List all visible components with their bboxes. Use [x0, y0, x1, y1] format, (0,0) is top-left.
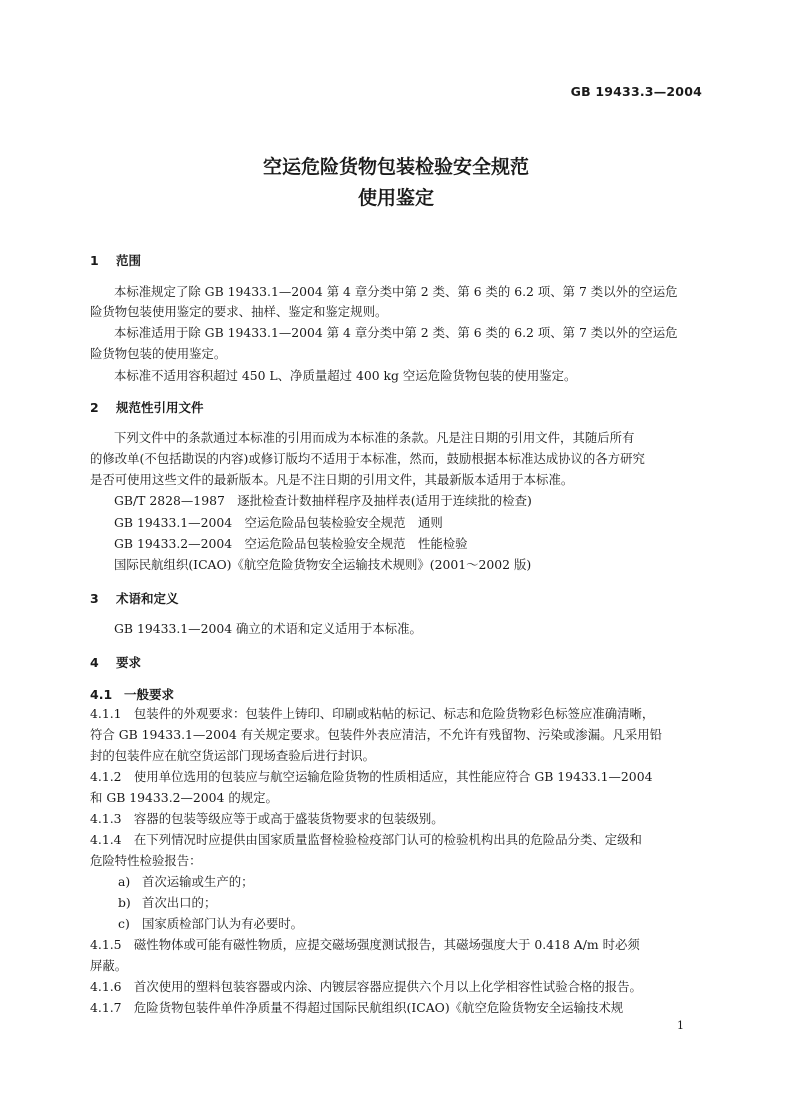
reference-item: 国际民航组织(ICAO)《航空危险货物安全运输技术规则》(2001～2002 版) [114, 557, 532, 572]
paragraph-line: 本标准适用于除 GB 19433.1—2004 第 4 章分类中第 2 类、第 6 类的 6.2 项、第 7 类以外的空运危 [114, 325, 678, 340]
section-title: 一般要求 [124, 687, 175, 702]
list-text: 首次出口的； [142, 895, 217, 910]
reference-item: GB 19433.2—2004 空运危险品包装检验安全规范 性能检验 [114, 536, 468, 551]
section-number: 4 [90, 655, 99, 670]
clause-line: 危险特性检验报告： [90, 853, 202, 868]
paragraph-line: 是否可使用这些文件的最新版本。凡是不注日期的引用文件，其最新版本适用于本标准。 [90, 472, 574, 487]
list-item [118, 872, 254, 890]
section-heading-scope [90, 251, 141, 269]
list-marker: c) [118, 916, 130, 931]
list-item [118, 914, 303, 932]
clause-line: 符合 GB 19433.1—2004 有关规定要求。包装件外表应清洁，不允许有残留物、污染或渗漏。凡采用铅 [90, 727, 663, 742]
subsection-heading-general [90, 685, 174, 703]
document-subtitle: 使用鉴定 [357, 187, 434, 209]
reference-item: GB 19433.1—2004 空运危险品包装检验安全规范 通则 [114, 515, 443, 530]
document-title: 空运危险货物包装检验安全规范 [262, 156, 529, 178]
section-number: 4.1 [90, 687, 113, 702]
clause-line: 4.1.4 在下列情况时应提供由国家质量监督检验检疫部门认可的检验机构出具的危险品分类、定级和 [90, 832, 642, 847]
section-number: 1 [90, 253, 99, 268]
clause-line: 4.1.6 首次使用的塑料包装容器或内涂、内镀层容器应提供六个月以上化学相容性试验合格的报告。 [90, 979, 642, 994]
section-number: 2 [90, 400, 99, 415]
clause-line: 4.1.1 包装件的外观要求：包装件上铸印、印刷或粘帖的标记、标志和危险货物彩色标签应准确清晰， [90, 706, 655, 721]
paragraph-line: 下列文件中的条款通过本标准的引用而成为本标准的条款。凡是注日期的引用文件，其随后所有 [114, 430, 635, 445]
paragraph-line: 的修改单(不包括勘误的内容)或修订版均不适用于本标准，然而，鼓励根据本标准达成协议的各方研究 [90, 451, 645, 466]
list-item [118, 893, 216, 911]
clause-line: 4.1.2 使用单位选用的包装应与航空运输危险货物的性质相适应，其性能应符合 GB 19433.1—2004 [90, 769, 653, 784]
clause-line: 封的包装件应在航空货运部门现场查验后进行封识。 [90, 748, 375, 763]
reference-item: GB/T 2828—1987 逐批检查计数抽样程序及抽样表(适用于连续批的检查) [114, 493, 532, 508]
paragraph-line: 险货物包装使用鉴定的要求、抽样、鉴定和鉴定规则。 [90, 304, 388, 319]
list-text: 国家质检部门认为有必要时。 [142, 916, 304, 931]
clause-line: 4.1.7 危险货物包装件单件净质量不得超过国际民航组织(ICAO)《航空危险货物安全运输技术规 [90, 1000, 624, 1015]
standard-number: GB 19433.3—2004 [570, 84, 702, 99]
list-text: 首次运输或生产的； [142, 874, 254, 889]
section-heading-requirements [90, 653, 141, 671]
section-title: 术语和定义 [116, 591, 179, 606]
section-title: 规范性引用文件 [116, 400, 204, 415]
section-number: 3 [90, 591, 99, 606]
paragraph-line: 本标准规定了除 GB 19433.1—2004 第 4 章分类中第 2 类、第 6 类的 6.2 项、第 7 类以外的空运危 [114, 284, 678, 299]
paragraph-line: GB 19433.1—2004 确立的术语和定义适用于本标准。 [114, 621, 422, 636]
section-heading-terms [90, 589, 179, 607]
section-heading-references [90, 398, 204, 416]
page-number: 1 [677, 1019, 684, 1032]
paragraph-line: 险货物包装的使用鉴定。 [90, 346, 227, 361]
clause-line: 4.1.3 容器的包装等级应等于或高于盛装货物要求的包装级别。 [90, 811, 444, 826]
clause-line: 和 GB 19433.2—2004 的规定。 [90, 790, 278, 805]
clause-line: 4.1.5 磁性物体或可能有磁性物质，应提交磁场强度测试报告，其磁场强度大于 0.418 A/m 时必须 [90, 937, 640, 952]
paragraph-line: 本标准不适用容积超过 450 L、净质量超过 400 kg 空运危险货物包装的使用鉴定。 [114, 368, 577, 383]
section-title: 要求 [116, 655, 142, 670]
list-marker: b) [118, 895, 131, 910]
list-marker: a) [118, 874, 131, 889]
clause-line: 屏蔽。 [90, 958, 128, 973]
section-title: 范围 [116, 253, 142, 268]
